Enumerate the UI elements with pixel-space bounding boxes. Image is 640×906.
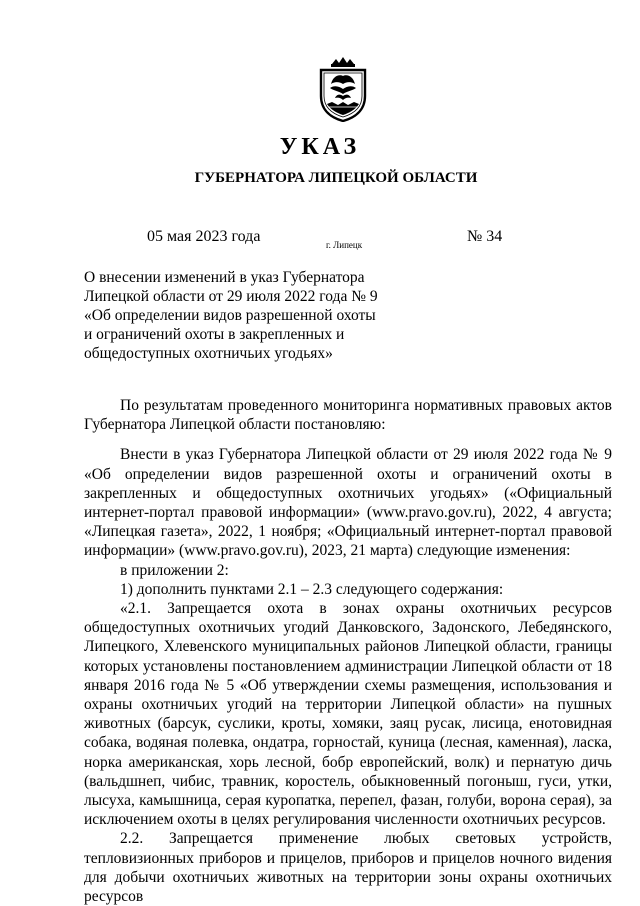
paragraph-appendix: в приложении 2: <box>120 561 229 579</box>
paragraph-item-1: 1) дополнить пунктами 2.1 – 2.3 следующего содержания: <box>120 580 504 598</box>
document-body <box>84 396 612 906</box>
paragraph-amendment: Внести в указ Губернатора Липецкой области от 29 июля 2022 года № 9 «Об определении видов разрешенной охоты и ограничений охоты в закрепленных и общедоступных охотничьих угодьях» («Официальный интернет-портал правовой информации» (www.pravo.gov.ru), 2022, 4 августа; «Липецкая газета», 2022, 1 ноября; «Официальный интернет-портал правовой информации» (www.pravo.gov.ru), 2023, 21 марта) следующие изменения: <box>84 446 612 560</box>
coat-of-arms-emblem <box>318 56 368 122</box>
document-number: № 34 <box>467 228 503 245</box>
document-title: УКАЗ <box>279 134 361 160</box>
document-city: г. Липецк <box>326 240 363 250</box>
paragraph-clause-2-1: «2.1. Запрещается охота в зонах охраны охотничьих ресурсов общедоступных охотничьих угодий Данковского, Задонского, Лебедянского, Липецкого, Хлевенского муниципальных районов Липецкой области, границы которых установлены постановлением администрации Липецкой области от 18 января 2016 года № 5 «Об утверждении схемы размещения, использования и охраны охотничьих угодий на территории Липецкой области» на пушных животных (барсук, суслики, кроты, хомяки, заяц русак, лисица, енотовидная собака, водяная полевка, ондатра, горностай, куница (лесная, каменная), ласка, норка американская, хорь лесной, бобр европейский, волк) и пернатую дичь (вальдшнеп, чибис, травник, коростель, обыкновенный погоныш, гуси, утки, лысуха, камышница, серая куропатка, перепел, фазан, голуби, ворона серая), за исключением охоты в целях регулирования численности охотничьих ресурсов. <box>84 600 612 829</box>
document-date: 05 мая 2023 года <box>147 228 261 245</box>
paragraph-intro: По результатам проведенного мониторинга нормативных правовых актов Губернатора Липецкой области постановляю: <box>84 397 612 434</box>
document-subtitle: ГУБЕРНАТОРА ЛИПЕЦКОЙ ОБЛАСТИ <box>194 170 478 186</box>
paragraph-clause-2-2: 2.2. Запрещается применение любых световых устройств, тепловизионных приборов и прицелов, приборов и прицелов ночного видения для добычи охотничьих животных на территории зоны охраны охотничьих ресурсов <box>84 830 612 906</box>
document-heading: О внесении изменений в указ Губернатора Липецкой области от 29 июля 2022 года № 9 «Об определении видов разрешенной охоты и ограничений охоты в закрепленных и общедоступных охотничьих угодьях» <box>84 269 378 362</box>
